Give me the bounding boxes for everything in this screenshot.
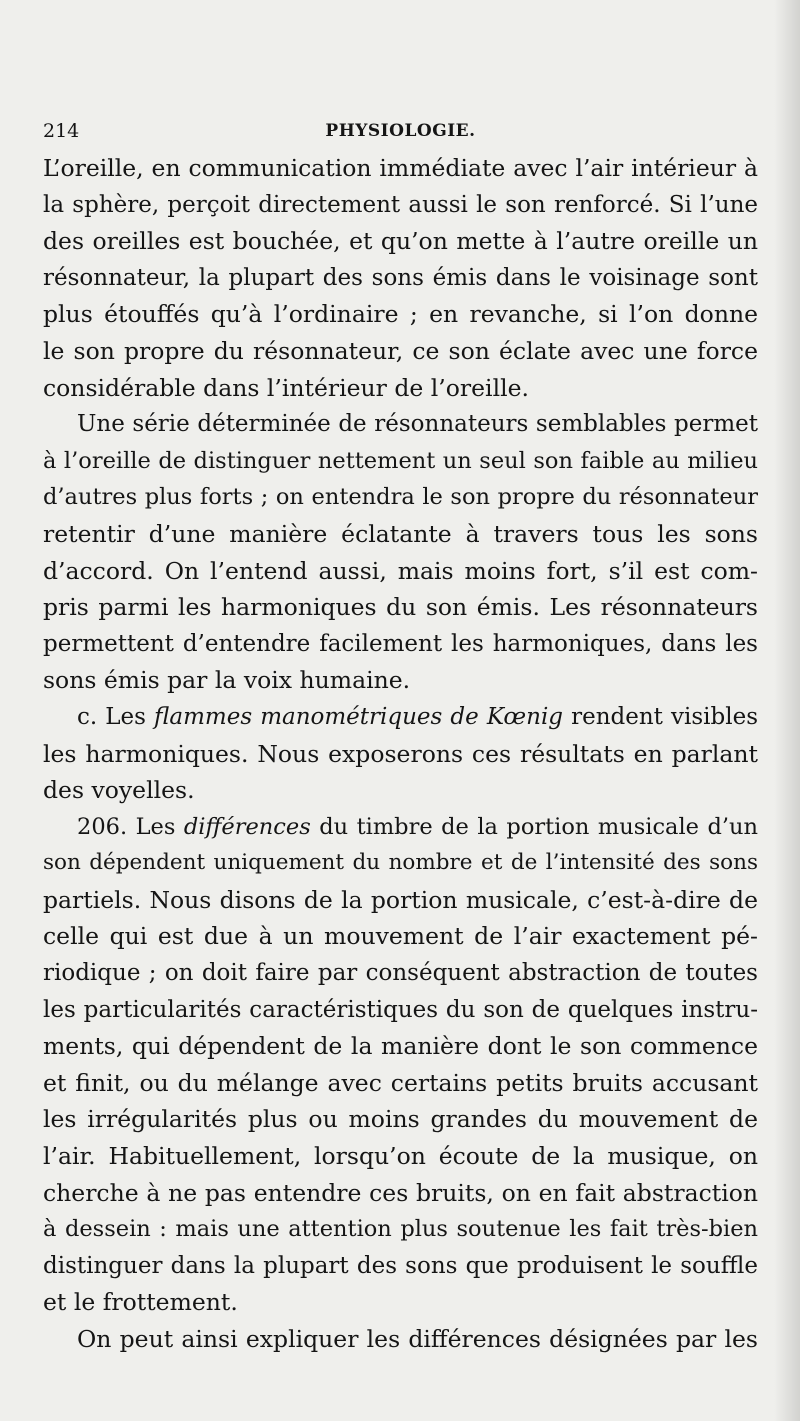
text-line: distinguer dans la plupart des sons que produisent le souffle [43, 1252, 758, 1279]
text-line: à dessein : mais une attention plus soutenue les fait très-bien [43, 1216, 758, 1243]
page-edge-shadow [774, 0, 800, 1421]
text-line: pris parmi les harmoniques du son émis. Les résonnateurs [43, 593, 758, 622]
text-line: à l’oreille de distinguer nettement un seul son faible au milieu [43, 447, 758, 474]
text-line: les particularités caractéristiques du son de quelques instru- [43, 996, 758, 1023]
text-line: résonnateur, la plupart des sons émis dans le voisinage sont [43, 264, 758, 291]
text-line: celle qui est due à un mouvement de l’air exactement pé- [43, 922, 758, 951]
page-number: 214 [43, 120, 80, 142]
text-line: la sphère, perçoit directement aussi le son renforcé. Si l’une [43, 191, 758, 218]
text-run: c. Les [77, 703, 155, 730]
text-line: et finit, ou du mélange avec certains petits bruits accusant [43, 1068, 758, 1097]
text-line: et le frottement. [43, 1288, 238, 1317]
text-line: On peut ainsi expliquer les différences désignées par les [77, 1325, 758, 1353]
text-line: des oreilles est bouchée, et qu’on mette à l’autre oreille un [43, 227, 758, 256]
text-line: considérable dans l’intérieur de l’oreille. [43, 373, 529, 402]
text-line: d’accord. On l’entend aussi, mais moins fort, s’il est com- [43, 556, 758, 585]
text-line: retentir d’une manière éclatante à travers tous les sons [43, 519, 758, 548]
text-line [43, 809, 758, 846]
page-header [43, 116, 758, 146]
running-head: PHYSIOLOGIE. [325, 121, 476, 141]
text-line [43, 699, 758, 736]
italic-term: différences [183, 813, 311, 840]
text-line: plus étouffés qu’à l’ordinaire ; en revanche, si l’on donne [43, 300, 758, 329]
text-line: L’oreille, en communication immédiate avec l’air intérieur à [43, 154, 758, 182]
text-run: 206. Les [77, 813, 184, 840]
text-line: sons émis par la voix humaine. [43, 666, 411, 695]
body-text [43, 150, 758, 1358]
text-line: les irrégularités plus ou moins grandes du mouvement de [43, 1105, 758, 1134]
text-line: partiels. Nous disons de la portion musicale, c’est-à-dire de [43, 885, 758, 914]
text-line: ments, qui dépendent de la manière dont le son commence [43, 1032, 758, 1061]
text-line: riodique ; on doit faire par conséquent abstraction de toutes [43, 960, 758, 987]
text-line: permettent d’entendre facilement les harmoniques, dans les [43, 630, 758, 657]
text-run: du timbre de la portion musicale d’un [310, 813, 758, 840]
text-line: son dépendent uniquement du nombre et de l’intensité des sons [43, 850, 758, 876]
text-line: Une série déterminée de résonnateurs semblables permet [77, 411, 758, 438]
text-line: les harmoniques. Nous exposerons ces résultats en parlant [43, 739, 758, 768]
italic-term: flammes manométriques de Kœnig [154, 703, 564, 730]
text-line: des voyelles. [43, 776, 195, 805]
text-line: cherche à ne pas entendre ces bruits, on en fait abstraction [43, 1178, 758, 1207]
text-line: d’autres plus forts ; on entendra le son propre du résonnateur [43, 484, 758, 511]
text-run: rendent visibles [563, 703, 758, 730]
text-line: l’air. Habituellement, lorsqu’on écoute de la musique, on [43, 1142, 758, 1171]
text-line: le son propre du résonnateur, ce son éclate avec une force [43, 336, 758, 365]
